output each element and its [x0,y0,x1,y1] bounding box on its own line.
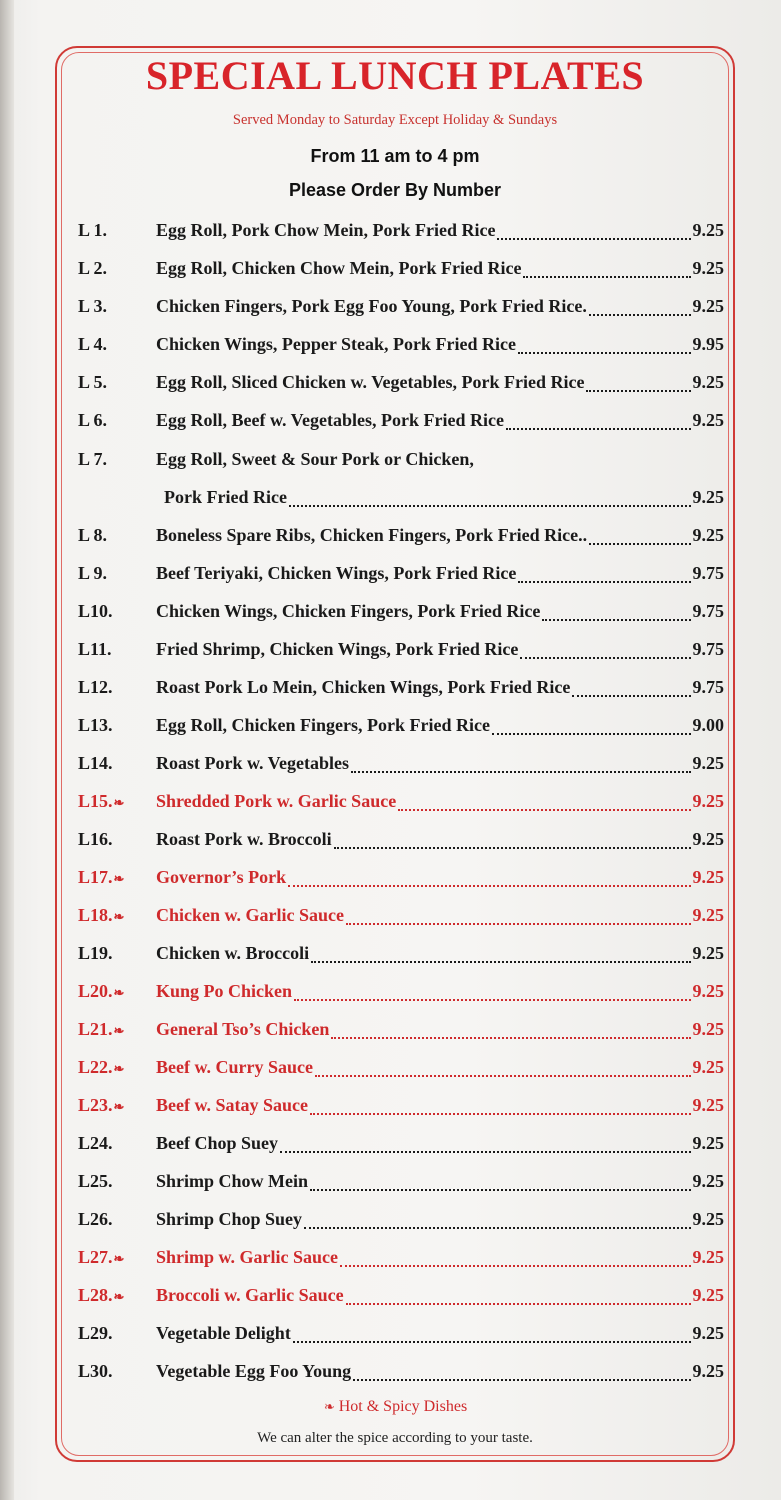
menu-item-row [78,867,724,893]
item-name: Shredded Pork w. Garlic Sauce [156,791,397,811]
menu-item-row [78,1019,724,1045]
item-price: 9.25 [692,1019,724,1039]
menu-item-row [78,715,724,741]
item-code [78,753,154,774]
item-name-continued: Pork Fried Rice [164,487,287,507]
item-code [78,639,154,660]
dot-leader [518,338,691,354]
dot-leader [518,567,690,583]
item-name: Egg Roll, Sliced Chicken w. Vegetables, Pork Fried Rice [156,372,585,392]
dot-leader [506,414,691,430]
item-price: 9.00 [692,715,724,735]
chili-pepper-icon: ❧ [113,1251,125,1266]
dot-leader [353,1365,690,1381]
chili-pepper-icon: ❧ [113,909,125,924]
item-code [78,1095,154,1116]
item-code [78,715,154,736]
item-name: Vegetable Delight [156,1323,291,1343]
dot-leader [280,1137,690,1153]
menu-item-row [78,639,724,665]
item-code-text: L 3. [78,296,108,316]
menu-item-row [78,372,724,398]
item-code-text: L11. [78,639,112,659]
item-name: Shrimp w. Garlic Sauce [156,1247,339,1267]
spicy-legend [60,1398,730,1416]
chili-pepper-icon: ❧ [323,1399,335,1414]
item-code [78,334,154,355]
item-price: 9.25 [692,220,724,240]
item-code: L 7. [78,449,108,469]
chili-pepper-icon: ❧ [113,1099,125,1114]
item-name: General Tso’s Chicken [156,1019,330,1039]
dot-leader [294,985,690,1001]
menu-item-row [78,1361,724,1387]
item-price: 9.25 [692,1361,724,1381]
menu-item-row [78,1285,724,1311]
item-price: 9.25 [692,1323,724,1343]
menu-item-row [78,601,724,627]
lunch-hours: From 11 am to 4 pm [310,146,480,166]
dot-leader [289,491,691,507]
dot-leader [346,1289,691,1305]
item-code-text: L26. [78,1209,113,1229]
dot-leader [331,1023,690,1039]
menu-item-row [78,1095,724,1121]
menu-title: SPECIAL LUNCH PLATES [145,53,645,98]
item-name: Broccoli w. Garlic Sauce [156,1285,344,1305]
item-code [78,258,154,279]
item-name: Fried Shrimp, Chicken Wings, Pork Fried Rice [156,639,519,659]
item-code [78,905,154,926]
item-code-text: L20. [78,981,113,1001]
menu-item-row [78,753,724,779]
item-name: Egg Roll, Chicken Fingers, Pork Fried Rice [156,715,490,735]
item-price: 9.25 [692,867,724,887]
item-code [78,943,154,964]
item-code-text: L13. [78,715,113,735]
item-code [78,410,154,431]
item-price: 9.25 [692,1209,724,1229]
item-price: 9.25 [692,525,724,545]
item-code [78,601,154,622]
item-name: Chicken w. Garlic Sauce [156,905,344,925]
menu-subtitle: Served Monday to Saturday Except Holiday & Sundays [232,112,558,128]
item-price: 9.75 [692,639,724,659]
chili-pepper-icon: ❧ [113,1289,125,1304]
item-price: 9.25 [692,1095,724,1115]
item-name: Egg Roll, Sweet & Sour Pork or Chicken, [156,449,474,469]
dot-leader [311,947,690,963]
spicy-legend-label: Hot & Spicy Dishes [338,1398,468,1415]
item-code [78,1171,154,1192]
item-price: 9.25 [692,410,724,430]
dot-leader [589,300,691,316]
menu-item-row [78,1171,724,1197]
menu-item-row [78,220,724,246]
menu-item-row [78,296,724,322]
dot-leader [572,681,690,697]
item-code-text: L19. [78,943,113,963]
item-price: 9.75 [692,601,724,621]
item-code-text: L21. [78,1019,113,1039]
menu-item-row [78,1209,724,1235]
item-code [78,372,154,393]
dot-leader [520,643,690,659]
item-price: 9.25 [692,258,724,278]
item-code-text: L14. [78,753,113,773]
item-price: 9.25 [692,1247,724,1267]
item-price: 9.25 [692,1171,724,1191]
item-name: Chicken w. Broccoli [156,943,310,963]
dot-leader [315,1061,691,1077]
item-name: Roast Pork w. Vegetables [156,753,349,773]
item-price: 9.95 [692,334,724,354]
menu-item-row [78,487,724,513]
menu-item-row [78,525,724,551]
item-code-text: L25. [78,1171,113,1191]
item-code [78,296,154,317]
item-price: 9.25 [692,372,724,392]
dot-leader [346,909,691,925]
dot-leader [589,529,690,545]
item-code [78,220,154,241]
item-name: Roast Pork Lo Mein, Chicken Wings, Pork Fried Rice [156,677,571,697]
menu-item-row [78,410,724,436]
item-name: Boneless Spare Ribs, Chicken Fingers, Pork Fried Rice.. [156,525,588,545]
item-code-text: L30. [78,1361,113,1381]
item-code-text: L24. [78,1133,113,1153]
item-code-text: L 1. [78,220,108,240]
item-name: Chicken Fingers, Pork Egg Foo Young, Pork Fried Rice. [156,296,587,316]
dot-leader [542,605,690,621]
dot-leader [293,1327,691,1343]
item-price: 9.25 [692,296,724,316]
menu-item-row [78,1133,724,1159]
item-code-text: L16. [78,829,113,849]
menu-item-row [78,334,724,360]
spice-note: We can alter the spice according to your taste. [257,1430,533,1446]
chili-pepper-icon: ❧ [113,985,125,1000]
item-name: Roast Pork w. Broccoli [156,829,332,849]
item-code [78,791,154,812]
item-name: Governor’s Pork [156,867,287,887]
item-price: 9.75 [692,677,724,697]
item-code-text: L 5. [78,372,108,392]
dot-leader [497,224,690,240]
menu-item-row [78,981,724,1007]
menu-item-row [78,563,724,589]
menu-item-row [78,258,724,284]
item-name: Vegetable Egg Foo Young [156,1361,352,1381]
item-price: 9.25 [692,905,724,925]
item-code [78,525,154,546]
chili-pepper-icon: ❧ [113,795,125,810]
item-code-text: L22. [78,1057,113,1077]
dot-leader [492,719,691,735]
item-price: 9.25 [692,753,724,773]
item-name: Chicken Wings, Pepper Steak, Pork Fried Rice [156,334,516,354]
menu-item-row [78,677,724,703]
item-code-text: L18. [78,905,113,925]
item-price: 9.25 [692,1057,724,1077]
dot-leader [310,1175,690,1191]
item-code [78,1057,154,1078]
item-name: Beef w. Satay Sauce [156,1095,308,1115]
item-code-text: L 4. [78,334,108,354]
menu-item-row [78,1057,724,1083]
item-code-text: L 6. [78,410,108,430]
menu-item-row [78,449,724,475]
item-name: Chicken Wings, Chicken Fingers, Pork Fried Rice [156,601,541,621]
item-price: 9.25 [692,487,724,507]
dot-leader [334,833,691,849]
item-code-text: L 8. [78,525,108,545]
menu-item-row [78,943,724,969]
item-code [78,981,154,1002]
item-code [78,677,154,698]
chili-pepper-icon: ❧ [113,1061,125,1076]
menu-item-row [78,1323,724,1349]
menu-item-row [78,829,724,855]
item-code-text: L28. [78,1285,113,1305]
item-code [78,1133,154,1154]
item-name: Shrimp Chow Mein [156,1171,309,1191]
item-price: 9.75 [692,563,724,583]
item-code-text: L10. [78,601,113,621]
item-code-text: L 9. [78,563,108,583]
item-price: 9.25 [692,943,724,963]
dot-leader [304,1213,690,1229]
item-name: Beef Teriyaki, Chicken Wings, Pork Fried Rice [156,563,517,583]
dot-leader [398,795,690,811]
item-price: 9.25 [692,1133,724,1153]
item-code-text: L 2. [78,258,108,278]
item-name: Egg Roll, Pork Chow Mein, Pork Fried Rice [156,220,496,240]
item-price: 9.25 [692,829,724,849]
item-name: Shrimp Chop Suey [156,1209,303,1229]
dot-leader [351,757,691,773]
item-name: Kung Po Chicken [156,981,293,1001]
item-code [78,1361,154,1382]
item-code-text: L15. [78,791,113,811]
item-code [78,829,154,850]
chili-pepper-icon: ❧ [113,1023,125,1038]
menu-item-row [78,905,724,931]
dot-leader [310,1099,691,1115]
item-code-text: L27. [78,1247,113,1267]
item-code-text: L12. [78,677,113,697]
item-code [78,1323,154,1344]
item-code-text: L17. [78,867,113,887]
item-name: Beef Chop Suey [156,1133,279,1153]
item-code [78,1019,154,1040]
item-code [78,1285,154,1306]
item-code [78,1247,154,1268]
item-name: Beef w. Curry Sauce [156,1057,313,1077]
item-code-text: L23. [78,1095,113,1115]
item-name: Egg Roll, Beef w. Vegetables, Pork Fried Rice [156,410,504,430]
dot-leader [340,1251,690,1267]
item-price: 9.25 [692,981,724,1001]
item-code [78,563,154,584]
adjacent-page-edge [0,0,14,1500]
menu-item-row [78,1247,724,1273]
menu-item-row [78,791,724,817]
dot-leader [523,262,690,278]
item-name: Egg Roll, Chicken Chow Mein, Pork Fried Rice [156,258,522,278]
dot-leader [586,376,690,392]
item-price: 9.25 [692,791,724,811]
order-instruction: Please Order By Number [288,180,502,200]
item-code [78,867,154,888]
item-price: 9.25 [692,1285,724,1305]
item-code [78,1209,154,1230]
dot-leader [288,871,690,887]
chili-pepper-icon: ❧ [113,871,125,886]
item-code-text: L29. [78,1323,113,1343]
